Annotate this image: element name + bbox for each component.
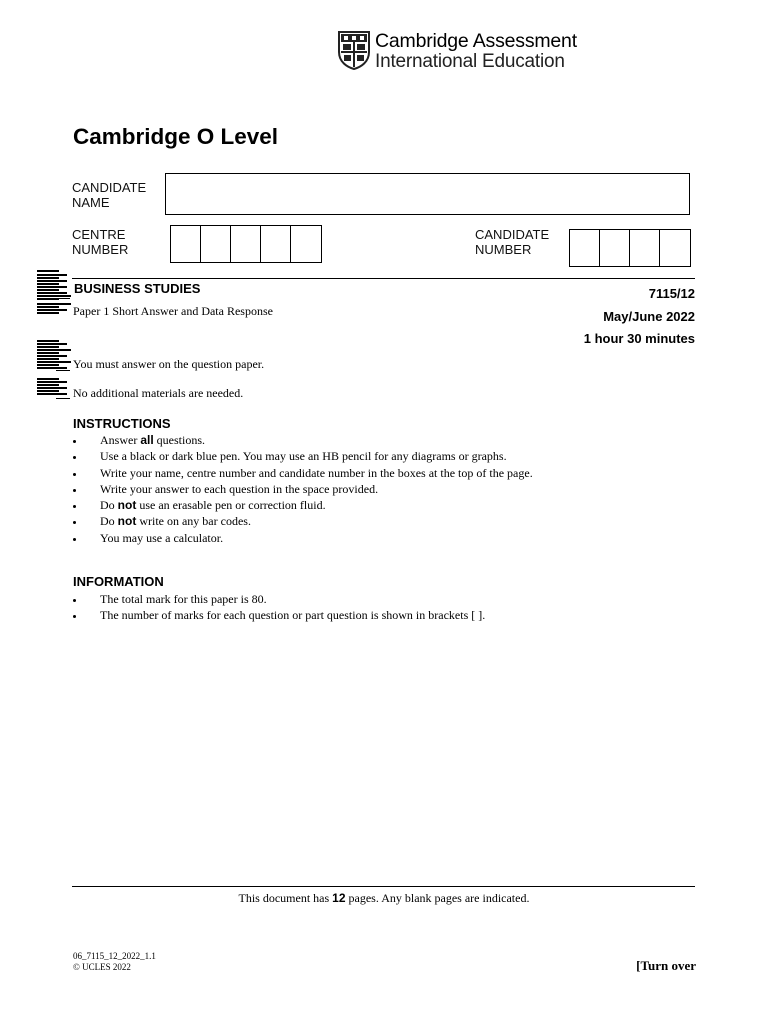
list-item-text-part: Write your name, centre number and candidate number in the boxes at the top of the page.	[100, 465, 533, 480]
centre-number-digit-box[interactable]	[261, 226, 291, 262]
list-item-text-part: Answer	[100, 433, 141, 447]
barcode-bar	[37, 295, 71, 297]
bullet-icon	[73, 505, 76, 508]
barcode-bar	[37, 367, 67, 369]
centre-number-digit-box[interactable]	[171, 226, 201, 262]
footer-divider	[72, 886, 695, 887]
candidate-name-field[interactable]	[165, 173, 690, 215]
copyright-notice: © UCLES 2022	[73, 962, 131, 972]
centre-number-field[interactable]	[170, 225, 322, 263]
logo-line-2: International Education	[375, 51, 565, 72]
list-item-text	[100, 514, 251, 529]
list-item-text-part: Use a black or dark blue pen. You may use an HB pencil for any diagrams or graphs.	[100, 449, 507, 464]
exam-duration: 1 hour 30 minutes	[583, 331, 695, 346]
centre-number-label-line1: CENTRE	[72, 227, 126, 242]
cambridge-logo	[337, 30, 577, 72]
bullet-icon	[73, 538, 76, 541]
list-item-text	[100, 592, 267, 607]
list-item-text	[100, 608, 485, 623]
barcode-bar	[37, 361, 71, 363]
list-item-text	[100, 433, 205, 448]
list-item-text-part: The number of marks for each question or part question is shown in brackets [ ].	[100, 608, 486, 623]
centre-number-label-line2: NUMBER	[72, 242, 129, 257]
barcode-bar	[37, 384, 59, 386]
barcode-bar	[37, 312, 59, 314]
list-item-text-part: You may use a calculator.	[100, 530, 224, 545]
page-count-pre: This document has	[238, 891, 333, 905]
barcode-bar	[37, 274, 67, 276]
candidate-number-digit-box[interactable]	[660, 230, 690, 266]
cambridge-shield-icon	[337, 30, 371, 70]
candidate-name-label-line2: NAME	[72, 195, 110, 210]
list-item-emphasis: not	[117, 514, 137, 529]
page-count-note	[0, 891, 768, 906]
list-item-text-part: Do	[100, 514, 118, 529]
barcode-bar	[37, 343, 67, 345]
barcode-bar	[37, 280, 67, 282]
centre-number-digit-box[interactable]	[201, 226, 231, 262]
list-item-text-part: use an erasable pen or correction fluid.	[136, 498, 326, 513]
candidate-name-label	[72, 180, 162, 210]
list-item-text-part: write on any bar codes.	[136, 514, 251, 529]
barcode	[37, 270, 71, 398]
barcode-bar	[37, 306, 59, 308]
bullet-icon	[73, 615, 76, 618]
subject-title: BUSINESS STUDIES	[74, 281, 201, 296]
barcode-bar	[37, 277, 59, 279]
list-item-text-part: The total mark for this paper is 80.	[100, 592, 267, 606]
barcode-bar	[37, 387, 67, 389]
barcode-bar	[37, 292, 67, 294]
paper-code: 7115/12	[648, 286, 695, 301]
barcode-bar	[37, 289, 59, 291]
candidate-number-label	[475, 227, 565, 257]
list-item-emphasis: all	[140, 433, 154, 447]
barcode-bar	[37, 390, 59, 392]
header-divider	[72, 278, 695, 279]
barcode-leader-line	[56, 298, 70, 299]
list-item-text-part: Write your answer to each question in the space provided.	[100, 481, 379, 496]
list-item-text	[100, 482, 378, 497]
logo-line-1: Cambridge Assessment	[375, 30, 577, 52]
instructions-heading: INSTRUCTIONS	[73, 416, 171, 431]
barcode-bar	[37, 378, 59, 380]
list-item-text	[100, 449, 507, 464]
page-title: Cambridge O Level	[73, 124, 279, 149]
candidate-number-digit-box[interactable]	[600, 230, 630, 266]
barcode-bar	[37, 303, 71, 305]
bullet-icon	[73, 440, 76, 443]
list-item-text	[100, 531, 223, 546]
barcode-bar	[37, 270, 59, 272]
answer-note: You must answer on the question paper.	[73, 357, 265, 371]
exam-session: May/June 2022	[603, 309, 695, 324]
bullet-icon	[73, 521, 76, 524]
centre-number-digit-box[interactable]	[291, 226, 321, 262]
turn-over-note: [Turn over	[636, 958, 696, 973]
candidate-number-field[interactable]	[569, 229, 691, 267]
list-item-emphasis: not	[117, 498, 137, 513]
bullet-icon	[73, 599, 76, 602]
barcode-bar	[37, 352, 59, 354]
barcode-bar	[37, 349, 71, 351]
barcode-bar	[37, 393, 67, 395]
barcode-bar	[37, 309, 67, 311]
candidate-number-digit-box[interactable]	[570, 230, 600, 266]
barcode-bar	[37, 358, 59, 360]
barcode-leader-line	[56, 370, 70, 371]
candidate-name-label-line1: CANDIDATE	[72, 180, 147, 195]
barcode-bar	[37, 355, 67, 357]
bullet-icon	[73, 456, 76, 459]
list-item-text-part: Do	[100, 498, 118, 513]
barcode-bar	[37, 286, 67, 288]
bullet-icon	[73, 473, 76, 476]
page-count-number: 12	[332, 891, 346, 905]
barcode-bar	[37, 346, 59, 348]
paper-title: Paper 1 Short Answer and Data Response	[73, 304, 273, 318]
materials-note: No additional materials are needed.	[73, 386, 244, 400]
list-item-text	[100, 498, 326, 513]
document-reference: 06_7115_12_2022_1.1	[73, 951, 156, 961]
barcode-bar	[37, 340, 59, 342]
list-item-text	[100, 466, 533, 481]
barcode-leader-line	[56, 398, 70, 399]
candidate-number-digit-box[interactable]	[630, 230, 660, 266]
bullet-icon	[73, 489, 76, 492]
barcode-bar	[37, 364, 59, 366]
page-count-post: pages. Any blank pages are indicated.	[345, 891, 530, 905]
barcode-bar	[37, 283, 59, 285]
centre-number-label	[72, 227, 162, 257]
barcode-bar	[37, 381, 67, 383]
candidate-number-label-line2: NUMBER	[475, 242, 532, 257]
centre-number-digit-box[interactable]	[231, 226, 261, 262]
information-heading: INFORMATION	[73, 574, 164, 589]
candidate-number-label-line1: CANDIDATE	[475, 227, 550, 242]
list-item-text-part: questions.	[153, 433, 206, 447]
